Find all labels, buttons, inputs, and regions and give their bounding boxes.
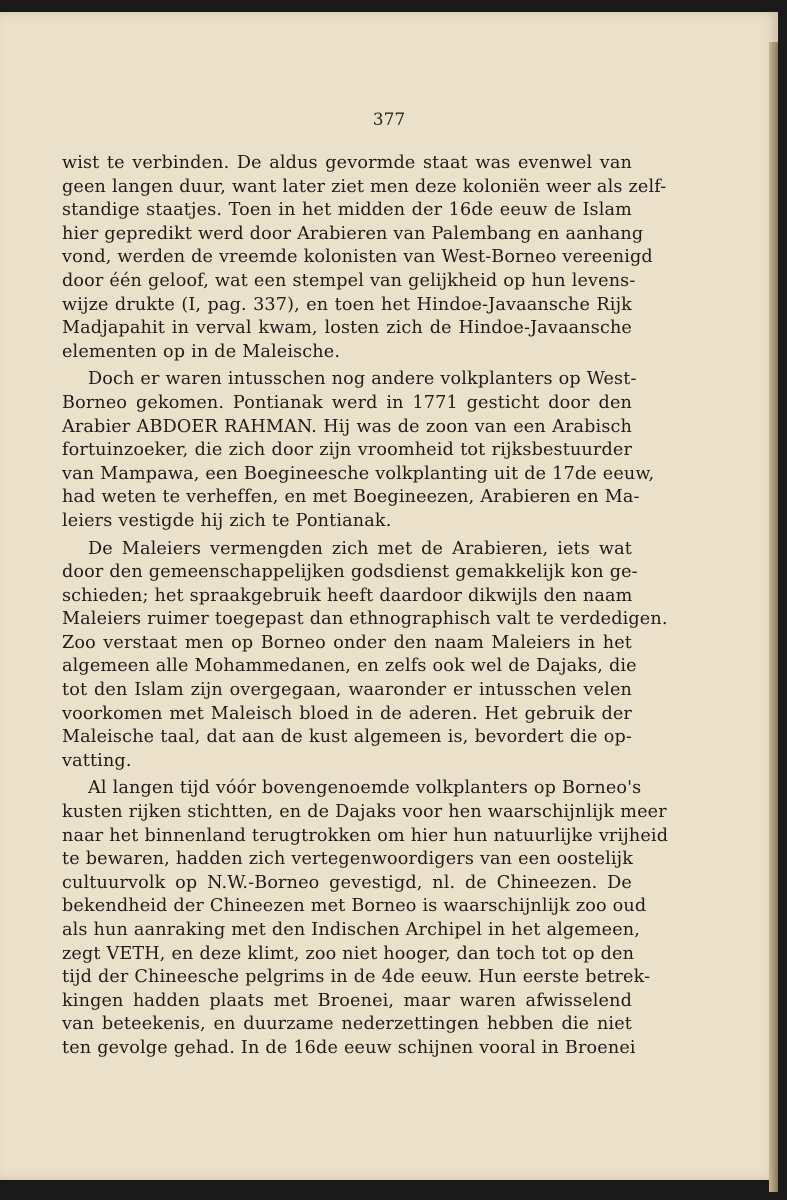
text-line: bekendheid der Chineezen met Borneo is waarschijnlijk zoo oud (62, 896, 647, 917)
text-line: Al langen tijd vóór bovengenoemde volkplanters op Borneo's (88, 778, 642, 799)
text-line: standige staatjes. Toen in het midden der 16de eeuw de Islam (62, 200, 632, 221)
text-line: wijze drukte (I, pag. 337), en toen het Hindoe-Javaansche Rijk (62, 294, 632, 315)
text-line: vatting. (62, 750, 132, 771)
text-line: zegt VETH, en deze klimt, zoo niet hooger, dan toch tot op den (62, 943, 635, 964)
text-line: voorkomen met Maleisch bloed in de aderen. Het gebruik der (62, 703, 632, 724)
text-line: vond, werden de vreemde kolonisten van West-Borneo vereenigd (62, 247, 653, 268)
text-line: Maleische taal, dat aan de kust algemeen is, bevordert die op- (62, 727, 632, 748)
text-line: fortuinzoeker, die zich door zijn vroomheid tot rijksbestuurder (62, 440, 632, 461)
text-line: van Mampawa, een Boegineesche volkplanting uit de 17de eeuw, (62, 463, 655, 484)
page-number: 377 (372, 110, 406, 130)
text-line: algemeen alle Mohammedanen, en zelfs ook wel de Dajaks, die (62, 656, 637, 677)
text-line: van beteekenis, en duurzame nederzettingen hebben die niet (62, 1014, 632, 1035)
text-line: elementen op in de Maleische. (62, 341, 341, 362)
text-line: Madjapahit in verval kwam, losten zich de Hindoe-Javaansche (62, 318, 632, 339)
book-page (0, 12, 778, 1180)
text-line: kusten rijken stichtten, en de Dajaks voor hen waarschijnlijk meer (62, 802, 667, 823)
text-line: leiers vestigde hij zich te Pontianak. (62, 510, 392, 531)
text-line: schieden; het spraakgebruik heeft daardoor dikwijls den naam (62, 585, 633, 606)
text-line: hier gepredikt werd door Arabieren van Palembang en aanhang (62, 223, 644, 244)
body-text (62, 152, 669, 1061)
paragraph (62, 777, 669, 1060)
page-edge (769, 42, 778, 1192)
text-line: geen langen duur, want later ziet men deze koloniën weer als zelf- (62, 176, 667, 197)
text-line: te bewaren, hadden zich vertegenwoordigers van een oostelijk (62, 849, 634, 870)
text-line: had weten te verheffen, en met Boegineezen, Arabieren en Ma- (62, 487, 640, 508)
text-line: Doch er waren intusschen nog andere volkplanters op West- (88, 369, 637, 390)
text-line: naar het binnenland terugtrokken om hier hun natuurlijke vrijheid (62, 825, 669, 846)
text-line: Maleiers ruimer toegepast dan ethnographisch valt te verdedigen. (62, 609, 668, 630)
text-line: kingen hadden plaats met Broenei, maar waren afwisselend (62, 990, 632, 1011)
text-line: wist te verbinden. De aldus gevormde staat was evenwel van (62, 153, 632, 173)
text-line: als hun aanraking met den Indischen Archipel in het algemeen, (62, 920, 641, 940)
paragraph (62, 152, 667, 364)
text-line: Zoo verstaat men op Borneo onder den naam Maleiers in het (62, 632, 632, 653)
text-line: tijd der Chineesche pelgrims in de 4de eeuw. Hun eerste betrek- (62, 967, 651, 988)
text-line: cultuurvolk op N.W.-Borneo gevestigd, nl. de Chineezen. De (62, 872, 632, 893)
text-line: Borneo gekomen. Pontianak werd in 1771 gesticht door den (62, 392, 632, 413)
text-line: Arabier ABDOER RAHMAN. Hij was de zoon van een Arabisch (62, 416, 632, 437)
text-line: ten gevolge gehad. In de 16de eeuw schijnen vooral in Broenei (62, 1037, 636, 1058)
text-line: tot den Islam zijn overgegaan, waaronder er intusschen velen (62, 680, 632, 701)
text-line: De Maleiers vermengden zich met de Arabieren, iets wat (88, 538, 632, 559)
text-line: door den gemeenschappelijken godsdienst gemakkelijk kon ge- (62, 562, 638, 583)
paragraph (62, 368, 655, 533)
paragraph (62, 538, 668, 774)
text-line: door één geloof, wat een stempel van gelijkheid op hun levens- (62, 270, 636, 291)
